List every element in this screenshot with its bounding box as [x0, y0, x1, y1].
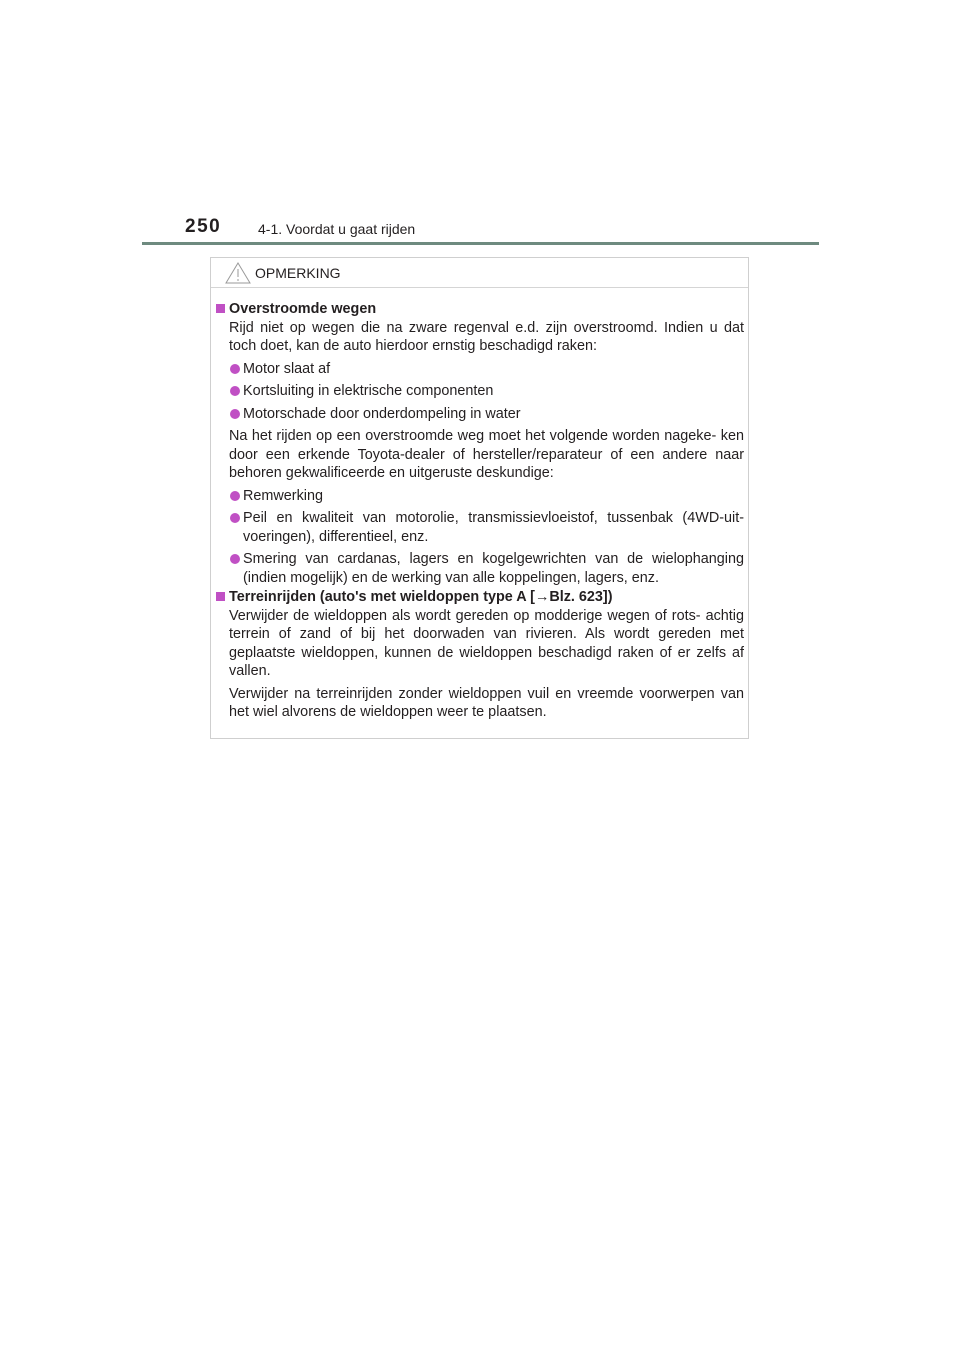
list-item — [216, 360, 744, 379]
heading-text: Blz. 623]) — [549, 589, 613, 605]
notice-body — [216, 300, 744, 726]
section-heading-offroad — [216, 588, 744, 607]
arrow-right-icon: → — [534, 589, 550, 605]
round-bullet-icon — [230, 491, 240, 501]
paragraph: Na het rijden op een overstroomde weg moet het volgende worden nageke- ken door een erkende Toyota-dealer of hersteller/reparateur of een andere naar behoren gekwalificeerde en uitgeruste deskundige: — [229, 428, 744, 481]
section-title: 4-1. Voordat u gaat rijden — [258, 221, 416, 237]
heading-text: Terreinrijden (auto's met wieldoppen type A [ — [229, 589, 535, 605]
list-item-text: Kortsluiting in elektrische componenten — [243, 383, 494, 399]
list-item-text: Motorschade door onderdompeling in water — [243, 405, 521, 422]
list-item — [216, 405, 744, 424]
heading-text: Overstroomde wegen — [229, 301, 377, 317]
list-item — [216, 382, 744, 401]
list-item-text: Motor slaat af — [243, 360, 331, 377]
paragraph: Rijd niet op wegen die na zware regenval e.d. zijn overstroomd. Indien u dat toch doet, kan de auto hierdoor ernstig beschadigd raken: — [229, 319, 744, 354]
list-item-text: Peil en kwaliteit van motorolie, transmissievloeistof, tussenbak (4WD-uit- voeringen), differentieel, enz. — [243, 510, 744, 545]
section-heading-flooded-roads — [216, 300, 744, 319]
warning-triangle-icon — [225, 262, 251, 284]
notice-box — [210, 257, 749, 739]
round-bullet-icon — [230, 554, 240, 564]
notice-header — [211, 258, 748, 288]
round-bullet-icon — [230, 513, 240, 523]
notice-title: OPMERKING — [255, 265, 341, 281]
round-bullet-icon — [230, 409, 240, 419]
page-number: 250 — [185, 216, 222, 237]
list-item — [216, 550, 744, 587]
header-rule — [142, 242, 819, 245]
round-bullet-icon — [230, 386, 240, 396]
square-bullet-icon — [216, 304, 225, 313]
list-item-text: Smering van cardanas, lagers en kogelgewrichten van de wielophanging (indien mogelijk) en de werking van alle koppelingen, lagers, enz. — [243, 551, 744, 586]
list-item-text: Remwerking — [243, 487, 323, 504]
round-bullet-icon — [230, 364, 240, 374]
square-bullet-icon — [216, 592, 225, 601]
list-item — [216, 509, 744, 546]
paragraph: Verwijder na terreinrijden zonder wieldoppen vuil en vreemde voorwerpen van het wiel alvorens de wieldoppen weer te plaatsen. — [229, 685, 744, 720]
list-item — [216, 487, 744, 506]
paragraph: Verwijder de wieldoppen als wordt gereden op modderige wegen of rots- achtig terrein of zand of bij het doorwaden van rivieren. Als wordt gereden met geplaatste wieldoppen, kunnen de wieldoppen beschadigd raken of er zelfs af vallen. — [229, 607, 744, 679]
